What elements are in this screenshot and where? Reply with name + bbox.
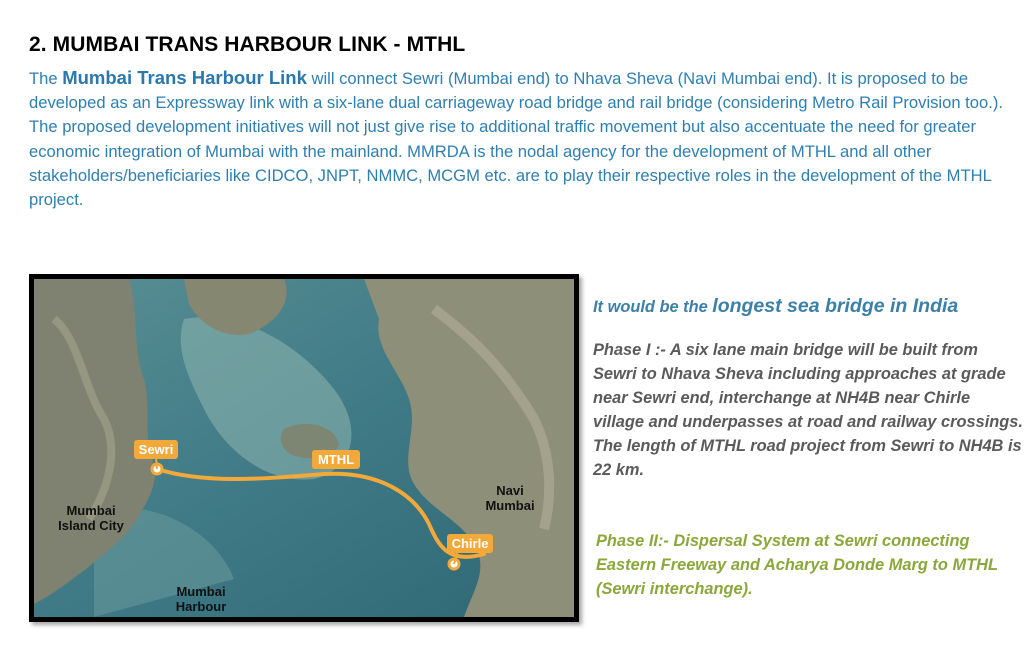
island-city-label-line2: Island City	[58, 518, 124, 533]
phase-1-text: Phase I :- A six lane main bridge will be built from Sewri to Nhava Sheva including approaches at grade near Sewri end, interchange at NH4B near Chirle village and underpasses at road and railway crossings. The length of MTHL road project from Sewri to NH4B is 22 km.	[593, 341, 1023, 480]
chirle-label: Chirle	[451, 536, 489, 551]
navi-mumbai-label-line2: Mumbai	[485, 498, 535, 513]
phase-2-text: Phase II:- Dispersal System at Sewri connecting Eastern Freeway and Acharya Donde Marg to MTHL (Sewri interchange).	[596, 532, 998, 599]
intro-lead: The	[29, 69, 63, 88]
sewri-label: Sewri	[138, 442, 174, 457]
tagline	[593, 295, 1023, 318]
intro-highlight: Mumbai Trans Harbour Link	[62, 67, 307, 88]
harbour-label-line2: Harbour	[175, 599, 227, 614]
island-city-label-line1: Mumbai	[66, 503, 116, 518]
intro-paragraph	[29, 66, 1019, 212]
tagline-lead: It would be the	[593, 298, 713, 316]
section-heading: 2. MUMBAI TRANS HARBOUR LINK - MTHL	[29, 33, 466, 56]
mthl-map-figure	[29, 274, 579, 622]
harbour-label-line1: Mumbai	[176, 584, 226, 599]
tagline-emphasis: longest sea bridge in India	[712, 295, 959, 317]
mthl-map	[34, 279, 574, 617]
intro-body: will connect Sewri (Mumbai end) to Nhava Sheva (Navi Mumbai end). It is proposed to be developed as an Expressway link with a six-lane dual carriageway road bridge and rail bridge (considering Metro Rail Provision too.). The proposed development initiatives will not just give rise to additional traffic movement but also accentuate the need for greater economic integration of Mumbai with the mainland. MMRDA is the nodal agency for the development of MTHL and all other stakeholders/beneficiaries like CIDCO, JNPT, NMMC, MCGM etc. are to play their respective roles in the development of the MTHL project.	[29, 69, 1003, 210]
mthl-label: MTHL	[317, 452, 355, 467]
navi-mumbai-label-line1: Navi	[496, 483, 524, 498]
